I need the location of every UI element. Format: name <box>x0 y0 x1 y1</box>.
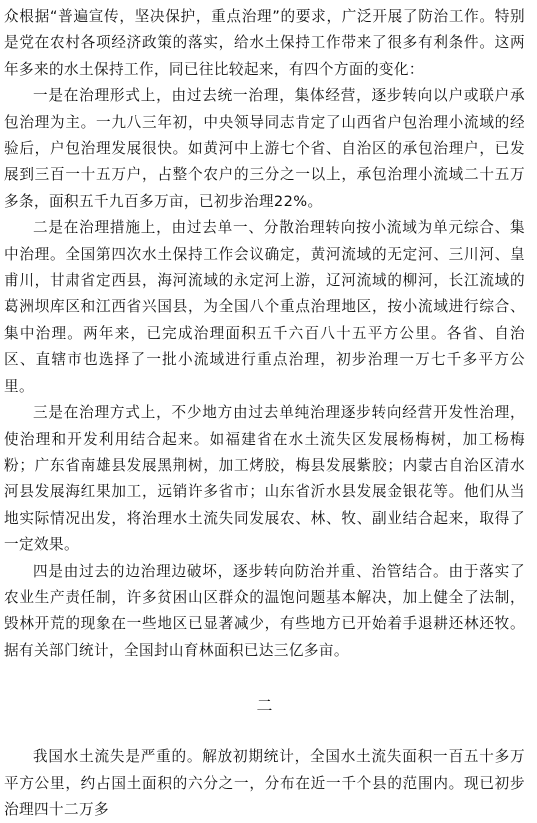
paragraph-change-four: 四是由过去的边治理边破坏，逐步转向防治并重、治管结合。由于落实了农业生产责任制，许多贫困山区群众的温饱问题基本解决，加上健全了法制，毁林开荒的现象在一些地区已显著减少，有些地方已开始着手退耕还林还牧。据有关部门统计，全国封山育林面积已达三亿多亩。 <box>4 562 525 659</box>
section-number: 二 <box>256 696 273 716</box>
paragraph-change-two: 二是在治理措施上，由过去单一、分散治理转向按小流域为单元综合、集中治理。全国第四次水土保持工作会议确定，黄河流域的无定河、三川河、皇甫川，甘肃省定西县，海河流域的永定河上游，辽河流域的柳河，长江流域的葛洲坝库区和江西省兴国县，为全国八个重点治理地区，按小流域进行综合、集中治理。两年来，已完成治理面积五千六百八十五平方公里。各省、自治区、直辖市也选择了一批小流域进行重点治理，初步治理一万七千多平方公里。 <box>4 219 525 395</box>
paragraph-intro: 众根据“普遍宣传，坚决保护，重点治理”的要求，广泛开展了防治工作。特别是党在农村各项经济政策的落实，给水土保持工作带来了很多有利条件。这两年多来的水土保持工作，同已往比较起来，有四个方面的变化： <box>4 8 525 78</box>
paragraph-change-one: 一是在治理形式上，由过去统一治理，集体经营，逐步转向以户或联户承包治理为主。一九八三年初，中央领导同志肯定了山西省户包治理小流域的经验后，户包治理发展很快。如黄河中上游七个省、自治区的承包治理户，已发展到三百一十五万户，占整个农户的三分之一以上，承包治理小流域二十五万多条，面积五千九百多万亩，已初步治理22%。 <box>4 87 525 210</box>
paragraph-section-two-opening: 我国水土流失是严重的。解放初期统计，全国水土流失面积一百五十多万平方公里，约占国土面积的六分之一，分布在近一千个县的范围内。现已初步治理四十二万多 <box>4 748 525 818</box>
paragraph-change-three: 三是在治理方式上，不少地方由过去单纯治理逐步转向经营开发性治理，使治理和开发利用结合起来。如福建省在水土流失区发展杨梅树，加工杨梅粉；广东省南雄县发展黑荆树，加工烤胶，梅县发展紫胶；内蒙古自治区清水河县发展海红果加工，远销许多省市；山东省沂水县发展金银花等。他们从当地实际情况出发，将治理水土流失同发展农、林、牧、副业结合起来，取得了一定效果。 <box>4 404 525 554</box>
